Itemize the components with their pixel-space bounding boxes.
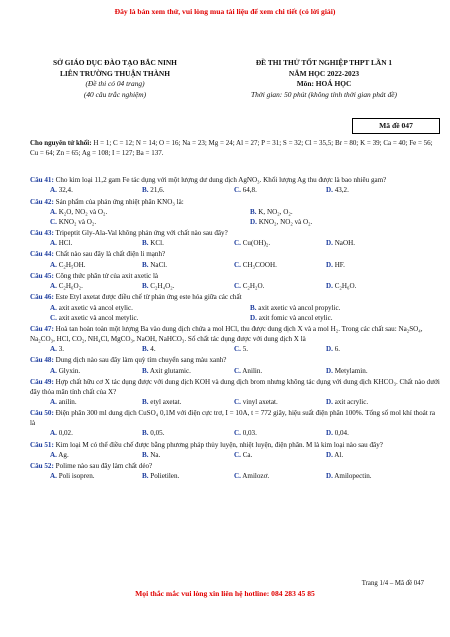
atomic-masses-label: Cho nguyên tử khối: (30, 139, 92, 147)
question-stem: Tripeptit Gly-Ala-Val không phản ứng với chất nào sau đây? (55, 228, 228, 237)
answer-options (50, 472, 440, 482)
option-text: 0,03. (242, 429, 257, 438)
question-text (30, 356, 440, 366)
question-stem: Công thức phân tử của axit axetic là (55, 271, 159, 280)
option-text: 64,8. (242, 186, 257, 195)
preview-banner: Đây là bản xem thử, vui lòng mua tài liệu để xem chi tiết (có lời giải) (114, 7, 336, 16)
option-letter: C. (234, 398, 241, 407)
answer-options (50, 398, 440, 408)
answer-option[interactable] (50, 398, 142, 408)
option-letter: B. (142, 282, 149, 291)
answer-option[interactable] (234, 429, 326, 439)
option-letter: C. (234, 429, 241, 438)
answer-option[interactable] (234, 239, 326, 249)
answer-option[interactable] (50, 208, 250, 218)
option-letter: A. (50, 429, 57, 438)
option-letter: A. (50, 282, 57, 291)
answer-option[interactable] (234, 367, 326, 377)
option-letter: B. (142, 450, 149, 459)
option-letter: D. (250, 313, 257, 322)
option-letter: D. (250, 217, 257, 226)
school-name: LIÊN TRƯỜNG THUẬN THÀNH (60, 68, 170, 78)
question-text (30, 325, 440, 345)
option-text: KCl. (150, 239, 164, 248)
answer-option[interactable] (326, 261, 446, 271)
option-letter: B. (142, 186, 149, 195)
option-letter: B. (142, 398, 149, 407)
answer-option[interactable] (326, 451, 446, 461)
exam-duration: Thời gian: 50 phút (không tính thời gian phát đề) (250, 89, 398, 99)
question-text (30, 176, 440, 186)
option-text: CH₃COOH. (242, 260, 277, 269)
question-number: Câu 52: (30, 462, 54, 471)
question-number: Câu 43: (30, 228, 54, 237)
answer-option[interactable] (50, 367, 142, 377)
question-item (30, 378, 440, 408)
answer-options (50, 451, 440, 461)
option-text: 32,4. (58, 186, 73, 195)
option-letter: C. (234, 186, 241, 195)
answer-option[interactable] (250, 218, 450, 228)
option-text: axit axetic và ancol etylic. (58, 303, 133, 312)
question-item (30, 176, 440, 196)
option-letter: C. (234, 472, 241, 481)
option-letter: C. (234, 450, 241, 459)
option-letter: D. (326, 472, 333, 481)
answer-options (50, 367, 440, 377)
question-item (30, 409, 440, 439)
question-stem: Cho kim loại 11,2 gam Fe tác dụng với một lượng dư dung dịch AgNO₃. Khối lượng Ag thu được là bao nhiêu gam? (55, 176, 387, 184)
question-number: Câu 44: (30, 250, 54, 259)
option-text: 0,02. (58, 429, 73, 438)
option-letter: A. (50, 239, 57, 248)
answer-options (50, 261, 440, 271)
answer-option[interactable] (326, 398, 446, 408)
answer-options (50, 239, 440, 249)
option-text: 4. (150, 345, 156, 354)
option-letter: D. (326, 282, 333, 291)
question-number: Câu 49: (30, 377, 54, 386)
question-number: Câu 41: (30, 176, 54, 184)
option-text: C₂H₄O₂. (150, 282, 175, 291)
option-letter: B. (142, 239, 149, 248)
option-text: Polietilen. (150, 472, 180, 481)
option-text: Ca. (242, 450, 253, 459)
option-letter: C. (234, 345, 241, 354)
answer-option[interactable] (326, 429, 446, 439)
option-text: C₂H₅OH. (58, 260, 86, 269)
option-letter: C. (50, 217, 57, 226)
answer-option[interactable] (50, 186, 142, 196)
option-text: Metylamin. (334, 366, 368, 375)
question-list (30, 176, 440, 484)
answer-option[interactable] (50, 218, 250, 228)
question-item (30, 325, 440, 355)
option-text: 0,05. (150, 429, 165, 438)
answer-option[interactable] (326, 367, 446, 377)
question-text (30, 293, 440, 303)
answer-option[interactable] (234, 345, 326, 355)
question-item (30, 293, 440, 323)
answer-option[interactable] (234, 186, 326, 196)
answer-option[interactable] (326, 472, 446, 482)
option-letter: C. (234, 239, 241, 248)
answer-option[interactable] (250, 304, 450, 314)
question-text (30, 198, 440, 208)
answer-option[interactable] (142, 261, 234, 271)
option-text: Cu(OH)₂. (242, 239, 271, 248)
answer-option[interactable] (50, 314, 250, 324)
option-letter: B. (250, 207, 257, 216)
question-text (30, 378, 440, 398)
option-text: NaCl. (150, 260, 168, 269)
option-letter: B. (250, 303, 257, 312)
answer-option[interactable] (326, 239, 446, 249)
option-letter: D. (326, 450, 333, 459)
question-number: Câu 46: (30, 293, 54, 302)
answer-option[interactable] (326, 282, 446, 292)
question-text (30, 441, 440, 451)
atomic-masses-text: H = 1; C = 12; N = 14; O = 16; Na = 23; Mg = 24; Al = 27; P = 31; S = 32; Cl = 35,5; Br = 80; K = 39; Ca = 40; Fe = 56; Cu = 64; Zn = 65; Ag = 108; I = 127; Ba = 137. (30, 139, 433, 157)
option-letter: A. (50, 260, 57, 269)
option-text: axit fomic và ancol etylic. (258, 313, 333, 322)
option-text: Glyxin. (58, 366, 81, 375)
question-stem: Kim loại M có thể điều chế được bằng phương pháp thủy luyện, nhiệt luyện, điện phân. M là kim loại nào sau đây? (55, 440, 383, 449)
option-letter: D. (326, 429, 333, 438)
question-stem: Dung dịch nào sau đây làm quỳ tím chuyển sang màu xanh? (55, 356, 227, 365)
option-text: K₂O, NO₂ và O₂. (58, 207, 108, 216)
option-text: 21,6. (150, 186, 165, 195)
question-stem: Hoà tan hoàn toàn một lượng Ba vào dung dịch chứa a mol HCl, thu được dung dịch X và a mol H₂. Trong các chất sau: Na₂SO₄, Na₂CO₃, HCl, CO₂, NH₄Cl, MgCO₃, NaOH, NaHCO₃. Số chất tác dụng được với dung dịch X là (30, 324, 423, 343)
question-stem: Chất nào sau đây là chất điện li mạnh? (55, 250, 166, 259)
answer-option[interactable] (50, 451, 142, 461)
option-text: HCl. (58, 239, 73, 248)
answer-option[interactable] (50, 429, 142, 439)
question-number: Câu 47: (30, 324, 54, 333)
answer-option[interactable] (50, 239, 142, 249)
option-text: 5. (242, 345, 249, 354)
header-left (20, 58, 210, 100)
option-letter: A. (50, 472, 57, 481)
answer-option[interactable] (250, 314, 450, 324)
option-text: Amilopectin. (334, 472, 372, 481)
option-text: K, NO₂, O₂. (258, 207, 293, 216)
option-text: 43,2. (334, 186, 349, 195)
school-year: NĂM HỌC 2022-2023 (288, 68, 360, 78)
answer-option[interactable] (50, 472, 142, 482)
option-letter: C. (234, 260, 241, 269)
option-letter: D. (326, 345, 333, 354)
question-item (30, 250, 440, 270)
answer-options (50, 208, 440, 228)
question-stem: Hợp chất hữu cơ X tác dụng được với dung dịch KOH và dung dịch brom nhưng không tác dụng với dung dịch KHCO₃. Chất nào dưới đây thỏa mãn tính chất của X? (30, 377, 440, 396)
question-number: Câu 45: (30, 271, 54, 280)
department-name: SỞ GIÁO DỤC ĐÀO TẠO BẮC NINH (53, 58, 177, 67)
option-letter: D. (326, 239, 333, 248)
option-text: C₂H₆O. (334, 282, 357, 291)
question-stem: Este Etyl axetat được điều chế từ phản ứng este hóa giữa các chất (55, 293, 242, 302)
option-letter: A. (50, 186, 57, 195)
option-text: HF. (334, 260, 345, 269)
question-count-note: (40 câu trắc nghiệm) (83, 89, 147, 99)
question-text (30, 409, 440, 429)
option-text: Ag. (58, 450, 69, 459)
option-letter: B. (142, 345, 149, 354)
option-text: Na. (150, 450, 161, 459)
answer-option[interactable] (142, 398, 234, 408)
answer-options (50, 282, 440, 292)
question-text (30, 462, 440, 472)
exam-title: ĐỀ THI THỬ TỐT NGHIỆP THPT LẦN 1 (255, 58, 393, 67)
option-text: 6. (334, 345, 341, 354)
question-text (30, 272, 440, 282)
header-right (210, 58, 438, 100)
question-item (30, 356, 440, 376)
option-letter: A. (50, 398, 57, 407)
answer-option[interactable] (250, 208, 450, 218)
option-letter: A. (50, 303, 57, 312)
answer-option[interactable] (142, 429, 234, 439)
page-count-note: (Đề thi có 04 trang) (85, 79, 145, 88)
answer-option[interactable] (142, 186, 234, 196)
answer-option[interactable] (234, 261, 326, 271)
answer-option[interactable] (50, 261, 142, 271)
question-stem: Sản phẩm của phản ứng nhiệt phân KNO₃ là: (55, 197, 184, 206)
question-item (30, 441, 440, 461)
option-text: 0,04. (334, 429, 349, 438)
answer-options (50, 345, 440, 355)
option-text: vinyl axetat. (242, 398, 278, 407)
option-text: 3. (58, 345, 65, 354)
answer-option[interactable] (142, 451, 234, 461)
option-text: Amilozơ. (242, 472, 270, 481)
exam-code-box: Mã đề 047 (352, 118, 440, 134)
option-text: axit axetic và ancol metylic. (58, 313, 139, 322)
option-text: axit axetic và ancol propylic. (258, 303, 341, 312)
question-text (30, 250, 440, 260)
option-letter: D. (326, 260, 333, 269)
answer-option[interactable] (50, 282, 142, 292)
hotline-banner: Mọi thắc mắc vui lòng xin liên hệ hotline: 084 283 45 85 (135, 589, 315, 598)
question-number: Câu 51: (30, 440, 54, 449)
option-text: C₂H₆O₂. (58, 282, 83, 291)
question-number: Câu 42: (30, 197, 54, 206)
option-text: Al. (334, 450, 344, 459)
option-letter: C. (234, 282, 241, 291)
answer-option[interactable] (234, 398, 326, 408)
answer-option[interactable] (326, 186, 446, 196)
option-text: C₂H₂O. (242, 282, 265, 291)
answer-option[interactable] (142, 282, 234, 292)
answer-options (50, 304, 440, 324)
option-letter: C. (50, 313, 57, 322)
option-letter: B. (142, 429, 149, 438)
question-item (30, 272, 440, 292)
question-stem: Polime nào sau đây làm chất dẻo? (55, 462, 153, 471)
option-letter: A. (50, 366, 57, 375)
option-letter: D. (326, 366, 333, 375)
answer-option[interactable] (234, 282, 326, 292)
answer-option[interactable] (142, 239, 234, 249)
option-letter: A. (50, 345, 57, 354)
question-item (30, 462, 440, 482)
option-text: Anilin. (242, 366, 263, 375)
option-letter: C. (234, 366, 241, 375)
option-letter: D. (326, 186, 333, 195)
answer-option[interactable] (326, 345, 446, 355)
option-text: axit acrylic. (334, 398, 369, 407)
option-text: Axit glutamic. (149, 366, 191, 375)
option-letter: A. (50, 450, 57, 459)
question-number: Câu 48: (30, 356, 54, 365)
question-text (30, 229, 440, 239)
option-text: KNO₂, NO₂ và O₂. (258, 217, 313, 226)
option-letter: D. (326, 398, 333, 407)
option-letter: A. (50, 207, 57, 216)
question-number: Câu 50: (30, 409, 54, 418)
answer-option[interactable] (142, 367, 234, 377)
answer-option[interactable] (50, 304, 250, 314)
option-letter: B. (142, 260, 149, 269)
atomic-masses (30, 138, 438, 158)
question-item (30, 198, 440, 228)
question-stem: Điện phân 300 ml dung dịch CuSO₄ 0,1M với điện cực trơ, I = 10A, t = 772 giây, hiệu suất điện phân 100%. Tổng số mol khí thoát ra là (30, 409, 436, 428)
answer-options (50, 429, 440, 439)
option-text: KNO₂ và O₂. (58, 217, 97, 226)
option-letter: B. (142, 366, 149, 375)
answer-options (50, 186, 440, 196)
answer-option[interactable] (234, 472, 326, 482)
answer-option[interactable] (234, 451, 326, 461)
answer-option[interactable] (142, 472, 234, 482)
option-letter: B. (142, 472, 149, 481)
answer-option[interactable] (142, 345, 234, 355)
option-text: anilin. (58, 398, 77, 407)
option-text: etyl axetat. (150, 398, 182, 407)
page-footer: Trang 1/4 – Mã đề 047 (361, 580, 424, 587)
subject: Môn: HOÁ HỌC (296, 79, 352, 88)
option-text: NaOH. (334, 239, 355, 248)
answer-option[interactable] (50, 345, 142, 355)
question-item (30, 229, 440, 249)
option-text: Poli isopren. (58, 472, 95, 481)
